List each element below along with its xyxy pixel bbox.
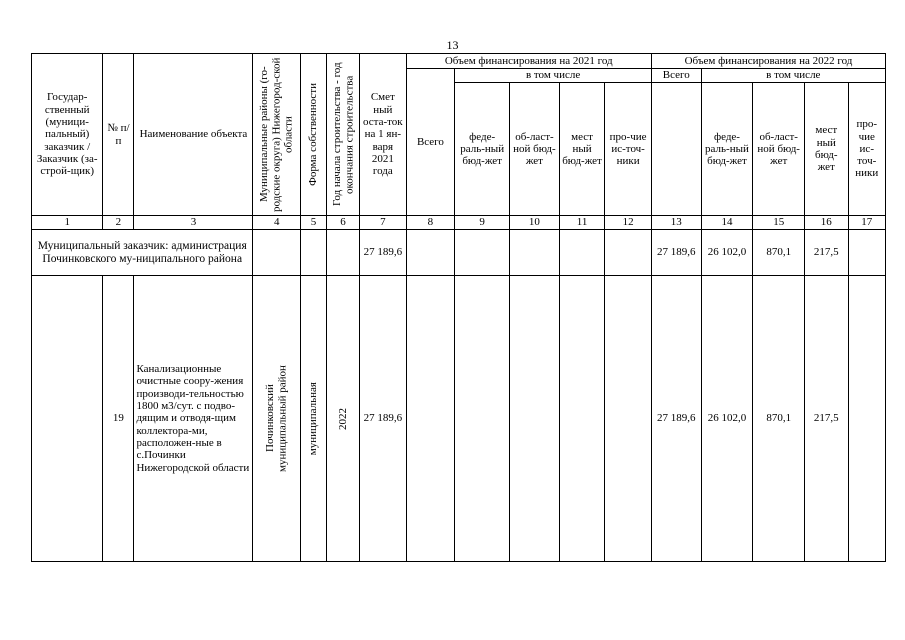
header-including-2021: в том числе — [455, 69, 652, 83]
col-num: 7 — [360, 216, 407, 230]
header-total-2021: Всего — [406, 69, 455, 216]
cell-empty — [455, 276, 510, 562]
object-row — [32, 276, 886, 562]
object-local-2022: 217,5 — [805, 276, 848, 562]
summary-row — [32, 230, 886, 276]
column-numbers-row — [32, 216, 886, 230]
cell-empty — [406, 276, 455, 562]
object-total-2022: 27 189,6 — [651, 276, 701, 562]
header-districts-text: Муниципальные районы (го-родские округа) Нижегород-ской области — [258, 57, 295, 212]
cell-empty — [510, 276, 560, 562]
cell-empty — [510, 230, 560, 276]
header-regional-2021: об-ласт-ной бюд-жет — [510, 83, 560, 216]
cell-empty — [253, 230, 301, 276]
summary-federal-2022: 26 102,0 — [701, 230, 753, 276]
col-num: 5 — [301, 216, 327, 230]
summary-local-2022: 217,5 — [805, 230, 848, 276]
cell-empty — [605, 276, 652, 562]
header-local-2022: мест ный бюд-жет — [805, 83, 848, 216]
cell-empty — [301, 230, 327, 276]
header-ownership — [301, 54, 327, 216]
header-regional-2022: об-ласт-ной бюд-жет — [753, 83, 805, 216]
header-num: № п/п — [103, 54, 134, 216]
header-total-2022: Всего — [651, 69, 701, 83]
header-ownership-text: Форма собственности — [307, 83, 320, 186]
col-num: 14 — [701, 216, 753, 230]
header-years-text: Год начала строительства - год окончания строительства — [330, 62, 355, 207]
object-name: Канализационные очистные соору-жения производи-тельностью 1800 м3/сут. с подво-дящим и отводя-щим коллектора-ми, расположен-ные в с.Починки Нижегородской области — [134, 276, 253, 562]
header-fin2022: Объем финансирования на 2022 год — [651, 54, 885, 69]
cell-empty — [848, 276, 885, 562]
object-years-text: 2022 — [336, 407, 349, 430]
object-district-text: Починковский муниципальный район — [264, 365, 289, 472]
header-including-2022: в том числе — [701, 69, 885, 83]
page-number: 13 — [446, 38, 459, 52]
header-federal-2021: феде-раль-ный бюд-жет — [455, 83, 510, 216]
col-num: 15 — [753, 216, 805, 230]
object-regional-2022: 870,1 — [753, 276, 805, 562]
object-years — [326, 276, 359, 562]
cell-empty — [605, 230, 652, 276]
header-federal-2022: феде-раль-ный бюд-жет — [701, 83, 753, 216]
cell-empty — [559, 276, 605, 562]
col-num: 3 — [134, 216, 253, 230]
object-district — [253, 276, 301, 562]
cell-empty — [32, 276, 103, 562]
header-local-2021: мест ный бюд-жет — [559, 83, 605, 216]
col-num: 8 — [406, 216, 455, 230]
col-num: 12 — [605, 216, 652, 230]
col-num: 2 — [103, 216, 134, 230]
col-num: 4 — [253, 216, 301, 230]
object-ownership-text: муниципальная — [307, 381, 320, 456]
header-customer: Государ-ственный (муници-пальный) заказчик /Заказчик (за-строй-щик) — [32, 54, 103, 216]
header-balance: Смет ный оста-ток на 1 ян-варя 2021 года — [360, 54, 407, 216]
col-num: 1 — [32, 216, 103, 230]
col-num: 16 — [805, 216, 848, 230]
col-num: 17 — [848, 216, 885, 230]
object-federal-2022: 26 102,0 — [701, 276, 753, 562]
header-years — [326, 54, 359, 216]
summary-balance: 27 189,6 — [360, 230, 407, 276]
col-num: 6 — [326, 216, 359, 230]
cell-empty — [559, 230, 605, 276]
object-balance: 27 189,6 — [360, 276, 407, 562]
financing-table — [31, 53, 886, 562]
col-num: 9 — [455, 216, 510, 230]
cell-empty — [326, 230, 359, 276]
header-fin2021: Объем финансирования на 2021 год — [406, 54, 651, 69]
cell-empty — [406, 230, 455, 276]
summary-total-2022: 27 189,6 — [651, 230, 701, 276]
col-num: 13 — [651, 216, 701, 230]
object-num: 19 — [103, 276, 134, 562]
header-other-2021: про-чие ис-точ-ники — [605, 83, 652, 216]
cell-empty — [455, 230, 510, 276]
col-num: 11 — [559, 216, 605, 230]
object-ownership — [301, 276, 327, 562]
summary-regional-2022: 870,1 — [753, 230, 805, 276]
header-districts — [253, 54, 301, 216]
cell-empty — [848, 230, 885, 276]
header-empty-2022 — [651, 83, 701, 216]
header-name: Наименование объекта — [134, 54, 253, 216]
col-num: 10 — [510, 216, 560, 230]
summary-label: Муниципальный заказчик: администрация Починковского му-ниципального района — [32, 230, 253, 276]
header-other-2022: про-чие ис-точ-ники — [848, 83, 885, 216]
